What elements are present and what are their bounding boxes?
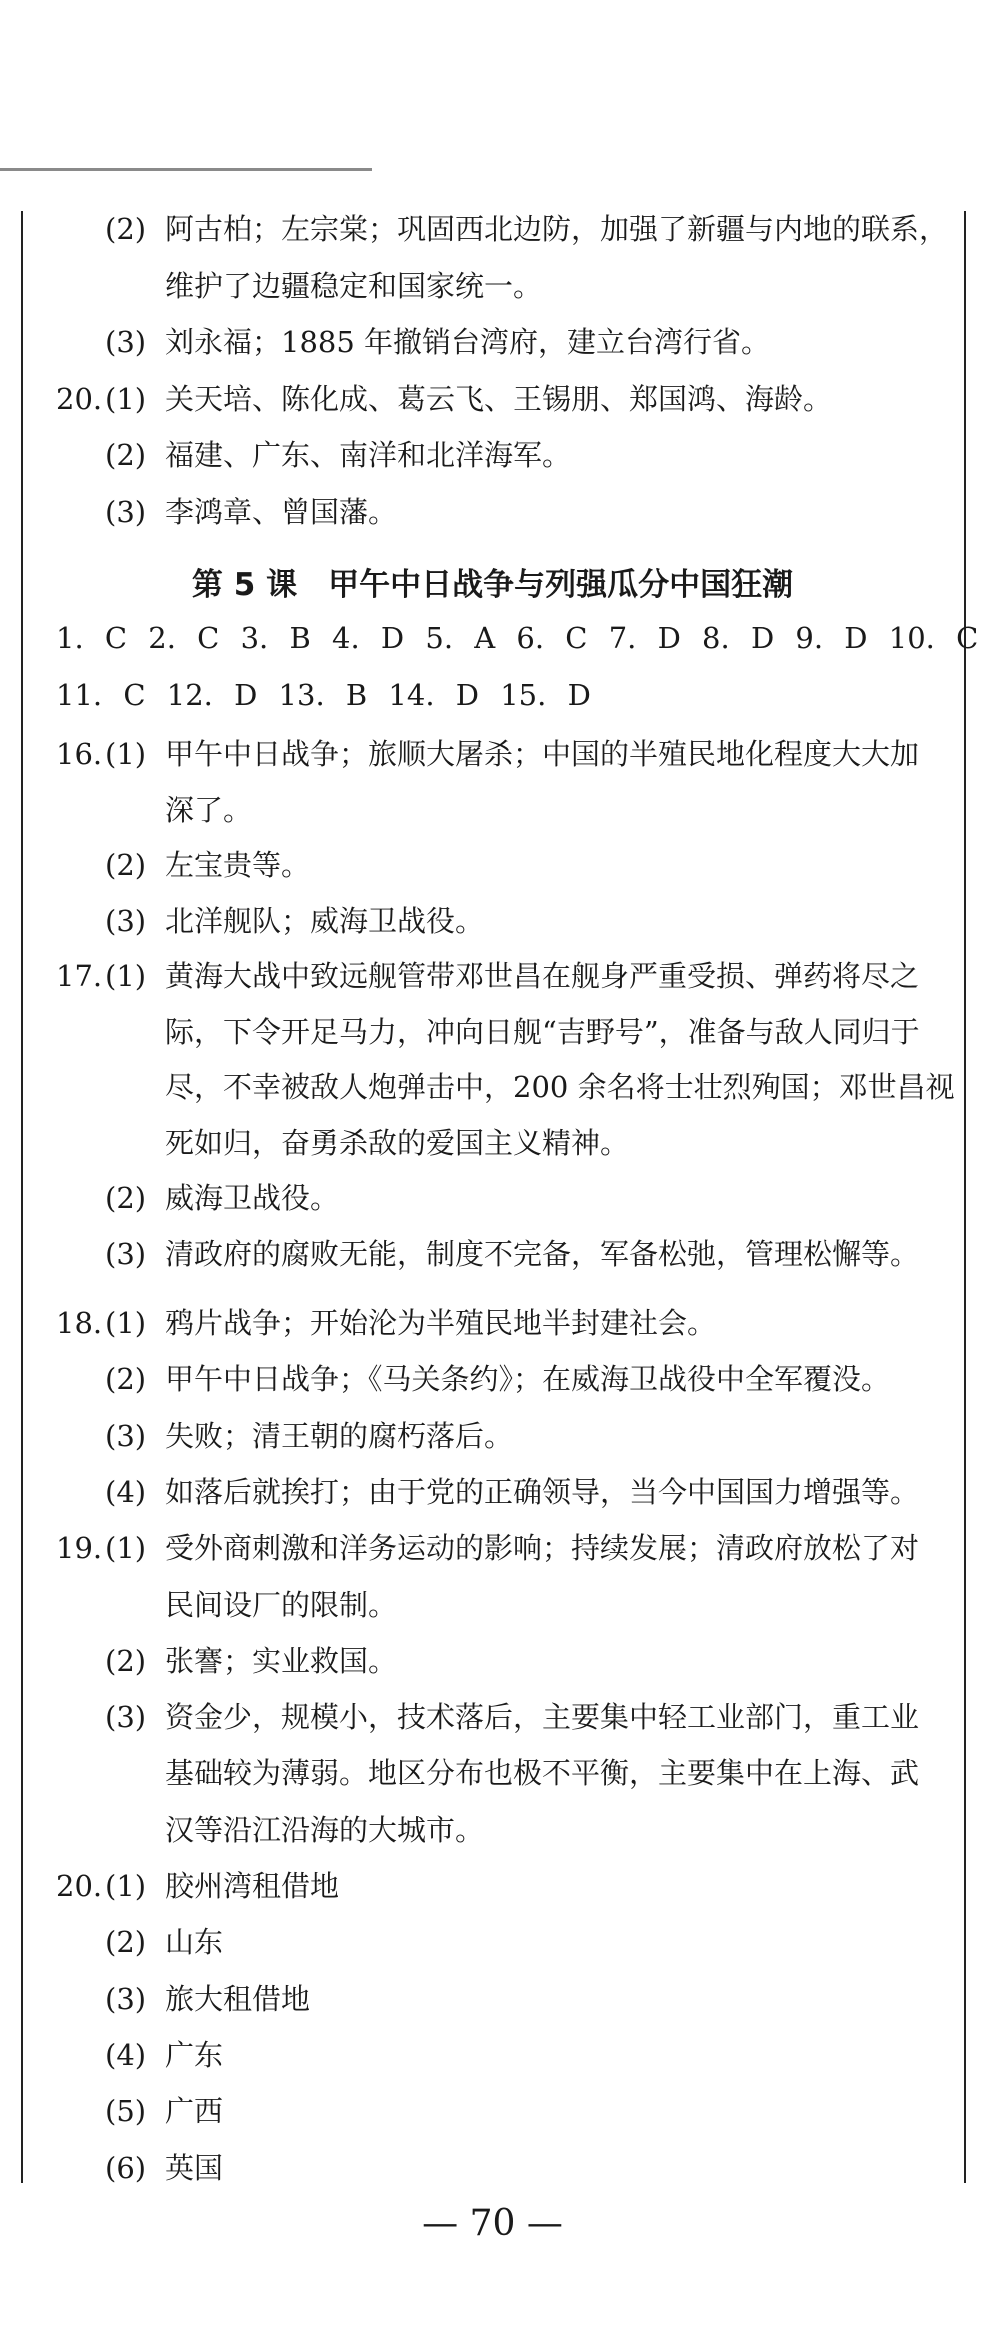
part-label: (2) xyxy=(105,848,147,882)
answer-text: 黄海大战中致远舰管带邓世昌在舰身严重受损、弹药将尽之 xyxy=(165,959,920,993)
answer-text: 深了。 xyxy=(165,792,253,827)
answer-text: 尽，不幸被敌人炮弹击中，200 余名将士壮烈殉国；邓世昌视 xyxy=(165,1070,955,1104)
part-label: (1) xyxy=(105,1531,147,1566)
answer-text: 威海卫战役。 xyxy=(165,1181,340,1215)
part-label: (3) xyxy=(105,1700,147,1735)
mc-answers-row: 11. C 12. D 13. B 14. D 15. D xyxy=(56,678,591,712)
answer-text: 资金少，规模小，技术落后，主要集中轻工业部门，重工业 xyxy=(165,1700,920,1735)
answer-box-right-border xyxy=(964,211,966,2183)
part-label: (2) xyxy=(105,1362,147,1397)
answer-text: 李鸿章、曾国藩。 xyxy=(165,494,398,529)
answer-text: 死如归，奋勇杀敌的爱国主义精神。 xyxy=(165,1125,630,1160)
part-label: (1) xyxy=(105,1306,147,1340)
part-label: (1) xyxy=(105,959,147,993)
question-number: 18. xyxy=(56,1306,103,1340)
part-label: (3) xyxy=(105,325,147,359)
answer-text: 关天培、陈化成、葛云飞、王锡朋、郑国鸿、海龄。 xyxy=(165,381,833,416)
part-label: (1) xyxy=(105,737,147,771)
answer-text: 汉等沿江沿海的大城市。 xyxy=(165,1812,485,1847)
answer-text: 广西 xyxy=(165,2094,224,2129)
answer-text: 基础较为薄弱。地区分布也极不平衡，主要集中在上海、武 xyxy=(165,1756,920,1791)
answer-text: 如落后就挨打；由于党的正确领导，当今中国国力增强等。 xyxy=(165,1474,920,1509)
answer-text: 鸦片战争；开始沦为半殖民地半封建社会。 xyxy=(165,1306,717,1340)
answer-text: 左宝贵等。 xyxy=(165,848,311,882)
answer-text: 张謇；实业救国。 xyxy=(165,1643,398,1678)
answer-text: 维护了边疆稳定和国家统一。 xyxy=(165,268,543,303)
part-label: (3) xyxy=(105,1236,147,1271)
part-label: (3) xyxy=(105,1418,147,1453)
part-label: (3) xyxy=(105,903,147,938)
question-number: 20. xyxy=(56,381,103,416)
answer-text: 胶州湾租借地 xyxy=(165,1869,340,1903)
part-label: (2) xyxy=(105,1643,147,1678)
answer-text: 福建、广东、南洋和北洋海军。 xyxy=(165,438,572,472)
part-label: (6) xyxy=(105,2150,147,2185)
part-label: (3) xyxy=(105,494,147,529)
answer-text: 清政府的腐败无能，制度不完备，军备松弛，管理松懈等。 xyxy=(165,1236,920,1271)
page-number: — 70 — xyxy=(422,2203,563,2244)
answer-text: 际，下令开足马力，冲向日舰“吉野号”，准备与敌人同归于 xyxy=(165,1014,920,1049)
header-rule xyxy=(0,168,372,171)
answer-box-left-border xyxy=(21,211,23,2183)
answer-text: 英国 xyxy=(165,2150,224,2185)
mc-answers-row: 1. C 2. C 3. B 4. D 5. A 6. C 7. D 8. D 9. D 10. C xyxy=(56,621,979,655)
question-number: 16. xyxy=(56,737,103,771)
question-number: 20. xyxy=(56,1869,103,1903)
answer-text: 旅大租借地 xyxy=(165,1981,311,2016)
part-label: (1) xyxy=(105,1869,147,1903)
answer-text: 民间设厂的限制。 xyxy=(165,1587,398,1622)
lesson-title: 第 5 课 甲午中日战争与列强瓜分中国狂潮 xyxy=(191,567,794,603)
part-label: (2) xyxy=(105,438,147,472)
part-label: (5) xyxy=(105,2094,147,2129)
answer-text: 受外商刺激和洋务运动的影响；持续发展；清政府放松了对 xyxy=(165,1531,920,1566)
answer-text: 甲午中日战争；旅顺大屠杀；中国的半殖民地化程度大大加 xyxy=(165,737,920,771)
part-label: (4) xyxy=(105,2037,147,2072)
part-label: (2) xyxy=(105,212,147,246)
answer-text: 阿古柏；左宗棠；巩固西北边防，加强了新疆与内地的联系， xyxy=(165,212,949,246)
answer-text: 刘永福；1885 年撤销台湾府，建立台湾行省。 xyxy=(165,325,771,359)
answer-text: 广东 xyxy=(165,2037,224,2072)
answer-text: 山东 xyxy=(165,1925,224,1960)
part-label: (4) xyxy=(105,1474,147,1509)
answer-text: 北洋舰队；威海卫战役。 xyxy=(165,903,485,938)
question-number: 17. xyxy=(56,959,103,993)
part-label: (2) xyxy=(105,1925,147,1960)
answer-text: 甲午中日战争；《马关条约》；在威海卫战役中全军覆没。 xyxy=(165,1362,891,1397)
part-label: (2) xyxy=(105,1181,147,1215)
part-label: (3) xyxy=(105,1981,147,2016)
part-label: (1) xyxy=(105,381,147,416)
question-number: 19. xyxy=(56,1531,103,1566)
answer-text: 失败；清王朝的腐朽落后。 xyxy=(165,1418,514,1453)
